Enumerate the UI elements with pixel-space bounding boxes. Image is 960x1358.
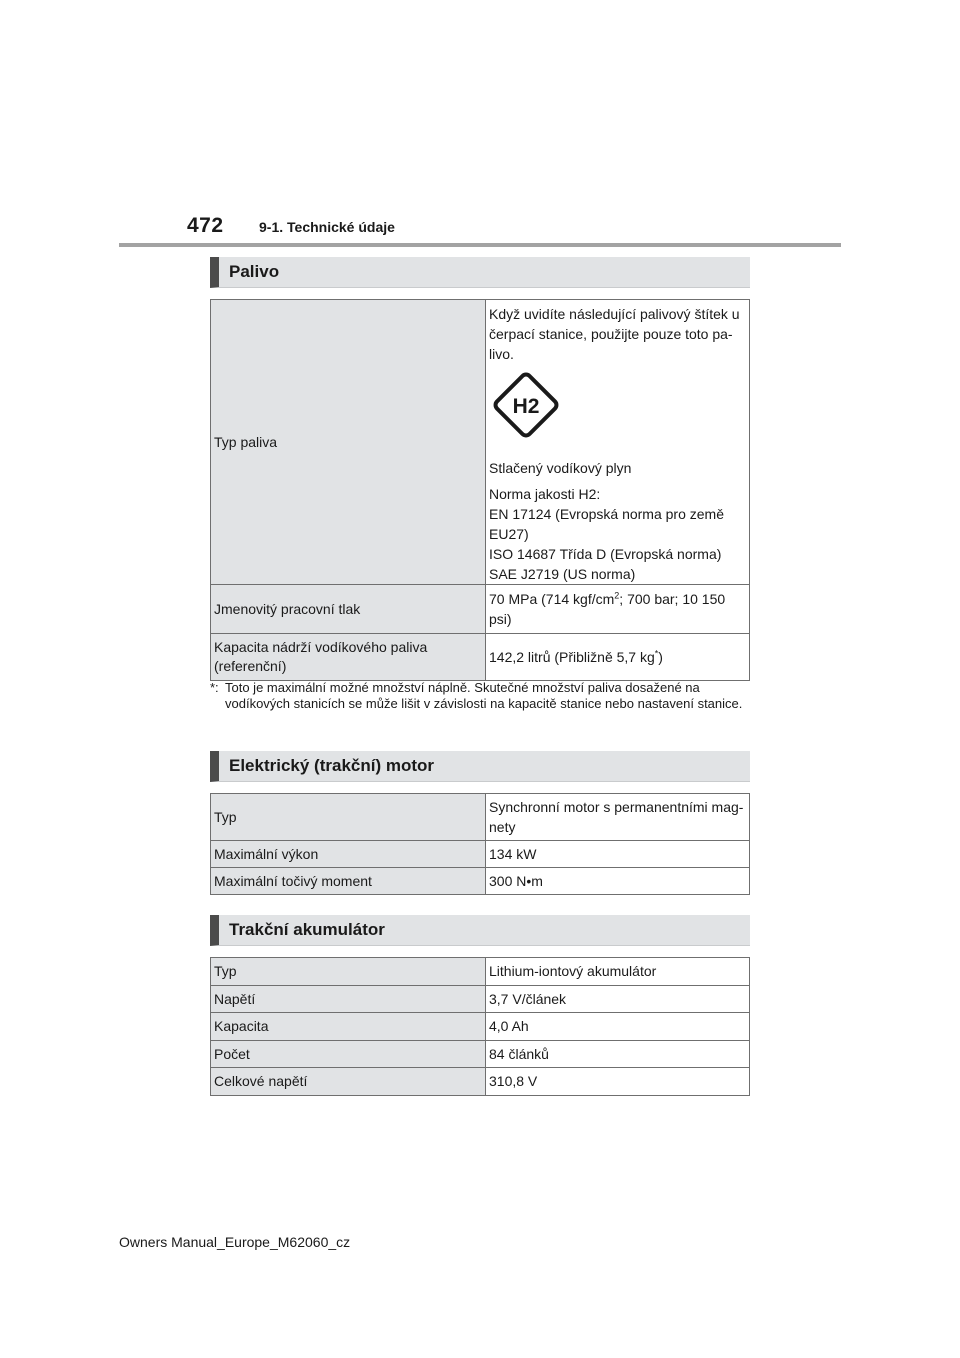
table-row xyxy=(211,794,750,841)
footer-text: Owners Manual_Europe_M62060_cz xyxy=(119,1234,351,1250)
motor-row-value: 134 kW xyxy=(486,841,750,868)
h2-label-icon xyxy=(489,364,746,458)
footnote xyxy=(210,680,750,712)
section-title: Trakční akumulátor xyxy=(229,920,385,939)
motor-table xyxy=(210,793,750,895)
footnote-text: Toto je maximální možné množství náplně. Skutečné množství paliva dosažené na vodíkových stanicích se může lišit v závislosti na kapacitě stanice nebo nastavení stanice. xyxy=(225,680,743,711)
motor-row-value: 300 N•m xyxy=(486,868,750,895)
table-row xyxy=(211,1013,750,1041)
fuel-standard: SAE J2719 (US norma) xyxy=(489,566,636,582)
fuel-type-value xyxy=(486,300,750,585)
battery-row-label: Typ xyxy=(211,958,486,986)
battery-row-value: 3,7 V/článek xyxy=(486,986,750,1013)
table-row xyxy=(211,958,750,986)
fuel-label-intro: Když uvidíte následující palivový štítek u čerpací stanice, použijte pouze toto pa-livo. xyxy=(489,306,740,362)
fuel-standard-title: Norma jakosti H2: xyxy=(489,486,601,502)
section-heading-fuel xyxy=(210,257,750,288)
battery-row-value: 4,0 Ah xyxy=(486,1013,750,1041)
pressure-value: 70 MPa (714 kgf/$cm^2$; 700 bar; 10 150 psi) xyxy=(486,585,750,634)
capacity-label: Kapacita nádrží vodíkového paliva (referenční) xyxy=(211,634,486,681)
fuel-standard: ISO 14687 Třída D (Evropská norma) xyxy=(489,546,722,562)
motor-row-label: Typ xyxy=(211,794,486,841)
pressure-label: Jmenovitý pracovní tlak xyxy=(211,585,486,634)
battery-row-label: Kapacita xyxy=(211,1013,486,1041)
header-divider xyxy=(119,243,841,247)
table-row xyxy=(211,1068,750,1096)
motor-row-value: Synchronní motor s permanentními mag-nety xyxy=(486,794,750,841)
table-row xyxy=(211,1041,750,1068)
motor-row-label: Maximální výkon xyxy=(211,841,486,868)
battery-row-label: Počet xyxy=(211,1041,486,1068)
fuel-type-label: Typ paliva xyxy=(211,300,486,585)
table-row xyxy=(211,634,750,681)
fuel-standard: EN 17124 (Evropská norma pro země EU27) xyxy=(489,506,724,542)
table-row xyxy=(211,868,750,895)
section-heading-motor xyxy=(210,751,750,782)
table-row xyxy=(211,585,750,634)
page-number: 472 xyxy=(187,214,224,237)
table-row xyxy=(211,300,750,585)
fuel-gas: Stlačený vodíkový plyn xyxy=(489,460,632,476)
table-row xyxy=(211,841,750,868)
battery-row-label: Napětí xyxy=(211,986,486,1013)
battery-row-label: Celkové napětí xyxy=(211,1068,486,1096)
capacity-value: 142,2 litrů (Přibližně 5,7 kg*) xyxy=(486,634,750,681)
footnote-mark: *: xyxy=(210,680,219,695)
battery-row-value: 310,8 V xyxy=(486,1068,750,1096)
battery-table xyxy=(210,957,750,1096)
section-heading-battery xyxy=(210,915,750,946)
section-title: Palivo xyxy=(229,262,280,281)
fuel-table xyxy=(210,299,750,681)
motor-row-label: Maximální točivý moment xyxy=(211,868,486,895)
battery-row-value: Lithium-iontový akumulátor xyxy=(486,958,750,986)
chapter-title: 9-1. Technické údaje xyxy=(259,219,395,235)
h2-symbol-text: H2 xyxy=(512,395,540,418)
section-title: Elektrický (trakční) motor xyxy=(229,756,435,775)
table-row xyxy=(211,986,750,1013)
battery-row-value: 84 článků xyxy=(486,1041,750,1068)
